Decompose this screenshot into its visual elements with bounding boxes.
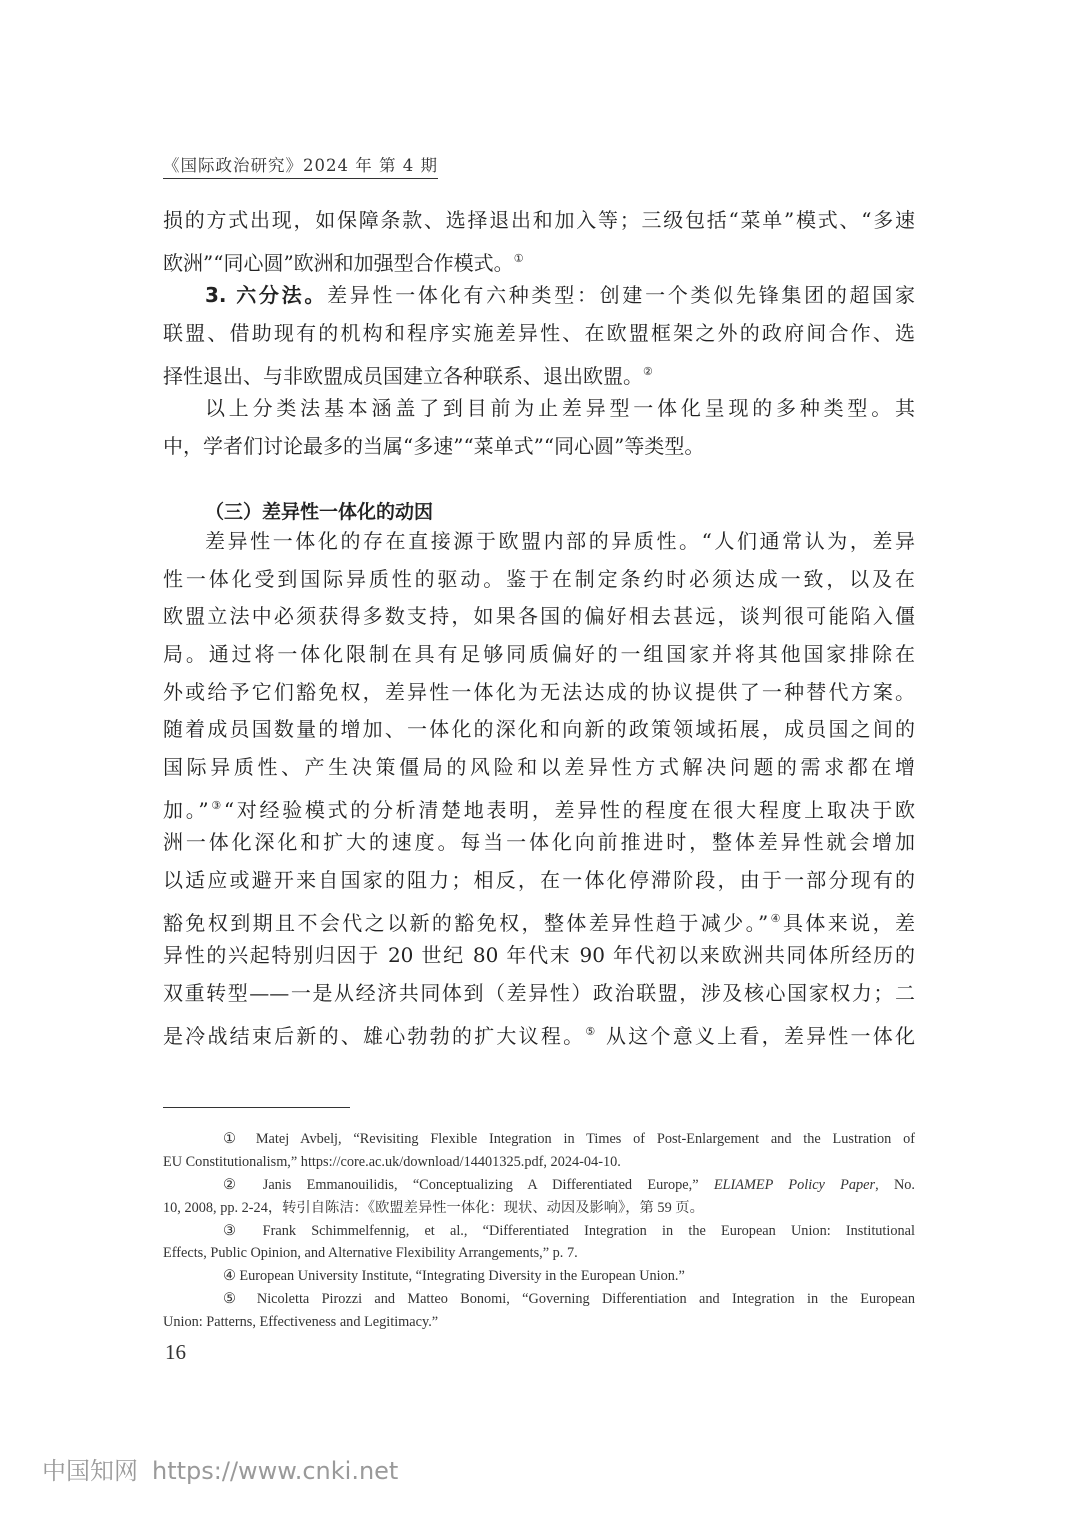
- text-run: 豁免权到期且不会代之以新的豁免权，整体差异性趋于减少。”: [163, 910, 769, 935]
- footnote-ref: ⑤: [585, 1024, 598, 1038]
- text-line: [163, 975, 915, 1013]
- cnki-watermark: [42, 1451, 412, 1486]
- text-line: [163, 1013, 915, 1051]
- footnote-line: [163, 1151, 915, 1174]
- text-line: [163, 598, 915, 636]
- footnotes: [163, 1128, 915, 1334]
- text-run: ② Janis Emmanouilidis, “Conceptualizing A Differentiated Europe,”: [223, 1176, 714, 1193]
- text-line: [163, 636, 915, 674]
- text-run: 差异性一体化的存在直接源于欧盟内部的异质性。“人们通常认为，差异: [205, 528, 915, 553]
- text-run: ① Matej Avbelj, “Revisiting Flexible Integration in Times of Post-Enlargement and the Lustration of: [223, 1131, 915, 1147]
- footnote-divider: [163, 1107, 350, 1108]
- paragraph: [163, 277, 915, 390]
- text-run: Effects, Public Opinion, and Alternative Flexibility Arrangements,” p. 7.: [163, 1245, 578, 1262]
- page-number: 16: [165, 1340, 186, 1364]
- text-line: [163, 900, 915, 938]
- text-line: [163, 711, 915, 749]
- paragraph: [163, 390, 915, 465]
- footnote-line: [163, 1265, 915, 1288]
- text-run: 性一体化受到国际异质性的驱动。鉴于在制定条约时必须达成一致，以及在: [163, 566, 915, 591]
- paragraph: [163, 202, 915, 277]
- text-run: 差异性一体化有六种类型：创建一个类似先锋集团的超国家: [327, 283, 915, 308]
- text-line: [163, 824, 915, 862]
- footnote-ref: ④: [768, 911, 783, 925]
- footnote: [163, 1288, 915, 1334]
- text-run: 双重转型——一是从经济共同体到（差异性）政治联盟，涉及核心国家权力；二: [163, 981, 915, 1006]
- watermark-brand: 中国知网: [42, 1457, 138, 1485]
- footnote-line: [163, 1288, 915, 1311]
- text-line: [163, 561, 915, 599]
- text-run: 是冷战结束后新的、雄心勃勃的扩大议程。: [163, 1023, 586, 1048]
- journal-running-header: 《国际政治研究》2024 年 第 4 期: [163, 152, 438, 179]
- text-run: 异性的兴起特别归因于 20 世纪 80 年代末 90 年代初以来欧洲共同体所经历的: [163, 943, 915, 968]
- footnote-line: [163, 1220, 915, 1243]
- text-run: 从这个意义上看，差异性一体化: [597, 1023, 915, 1048]
- paragraph: [163, 523, 915, 1051]
- footnote-line: [163, 1242, 915, 1265]
- text-line: [163, 862, 915, 900]
- text-run: 联盟、借助现有的机构和程序实施差异性、在欧盟框架之外的政府间合作、选: [163, 321, 915, 346]
- footnote-line: [163, 1174, 915, 1197]
- text-run: 以上分类法基本涵盖了到目前为止差异型一体化呈现的多种类型。其: [205, 396, 915, 421]
- footnote: [163, 1174, 915, 1220]
- text-line: [163, 315, 915, 353]
- text-run: Union: Patterns, Effectiveness and Legitimacy.”: [163, 1314, 439, 1331]
- footnote-line: [163, 1197, 915, 1220]
- text-run: ④ European University Institute, “Integrating Diversity in the European Union.”: [223, 1268, 685, 1285]
- section-lead: 3. 六分法。: [205, 283, 328, 308]
- footnote-ref: ②: [643, 364, 653, 378]
- text-run: 择性退出、与非欧盟成员国建立各种联系、退出欧盟。: [163, 363, 643, 388]
- footnote: [163, 1265, 915, 1288]
- text-line: [163, 787, 915, 825]
- text-run: 欧盟立法中必须获得多数支持，如果各国的偏好相去甚远，谈判很可能陷入僵: [163, 604, 915, 629]
- text-run: 10, 2008, pp. 2-24，转引自陈洁：《欧盟差异性一体化：现状、动因及影响》，第 59 页。: [163, 1199, 704, 1216]
- text-line: [163, 674, 915, 712]
- italic-title: ELIAMEP Policy Paper: [713, 1176, 876, 1193]
- text-run: “对经验模式的分析清楚地表明，差异性的程度在很大程度上取决于欧: [223, 797, 915, 822]
- text-run: 洲一体化深化和扩大的速度。每当一体化向前推进时，整体差异性就会增加: [163, 830, 915, 855]
- text-run: EU Constitutionalism,” https://core.ac.uk/download/14401325.pdf, 2024-04-10.: [163, 1153, 621, 1170]
- text-line: [163, 390, 915, 428]
- text-run: , No.: [875, 1176, 915, 1193]
- text-run: 国际异质性、产生决策僵局的风险和以差异性方式解决问题的需求都在增: [163, 754, 915, 779]
- footnote-line: [163, 1311, 915, 1334]
- text-run: ⑤ Nicoletta Pirozzi and Matteo Bonomi, “Governing Differentiation and Integration in the European: [223, 1291, 915, 1308]
- text-run: 加。”: [163, 797, 209, 822]
- watermark-url: https://www.cnki.net: [152, 1457, 399, 1485]
- text-run: ③ Frank Schimmelfennig, et al., “Differentiated Integration in the European Union: Institutional: [223, 1222, 915, 1239]
- footnote-ref: ③: [208, 798, 224, 812]
- text-run: 具体来说，差: [782, 910, 915, 935]
- text-run: 外或给予它们豁免权，差异性一体化为无法达成的协议提供了一种替代方案。: [163, 679, 915, 704]
- text-run: 欧洲”“同心圆”欧洲和加强型合作模式。: [163, 250, 514, 275]
- text-line: [163, 428, 915, 466]
- footnote: [163, 1128, 915, 1174]
- text-run: 损的方式出现，如保障条款、选择退出和加入等；三级包括“菜单”模式、“多速: [163, 208, 915, 232]
- footnote-ref: ①: [513, 251, 524, 265]
- text-line: [163, 277, 915, 315]
- text-line: [163, 523, 915, 561]
- section-heading: （三）差异性一体化的动因: [205, 500, 434, 523]
- text-line: [163, 749, 915, 787]
- text-run: 以适应或避开来自国家的阻力；相反，在一体化停滞阶段，由于一部分现有的: [163, 868, 915, 892]
- text-run: 随着成员国数量的增加、一体化的深化和向新的政策领域拓展，成员国之间的: [163, 717, 915, 742]
- text-line: [163, 937, 915, 975]
- text-run: 局。通过将一体化限制在具有足够同质偏好的一组国家并将其他国家排除在: [163, 641, 915, 666]
- text-run: 中，学者们讨论最多的当属“多速”“菜单式”“同心圆”等类型。: [163, 434, 705, 459]
- text-line: [163, 353, 915, 391]
- text-line: [163, 202, 915, 240]
- footnote: [163, 1220, 915, 1266]
- body-text: [163, 202, 915, 1050]
- footnote-line: [163, 1128, 915, 1151]
- text-line: [163, 240, 915, 278]
